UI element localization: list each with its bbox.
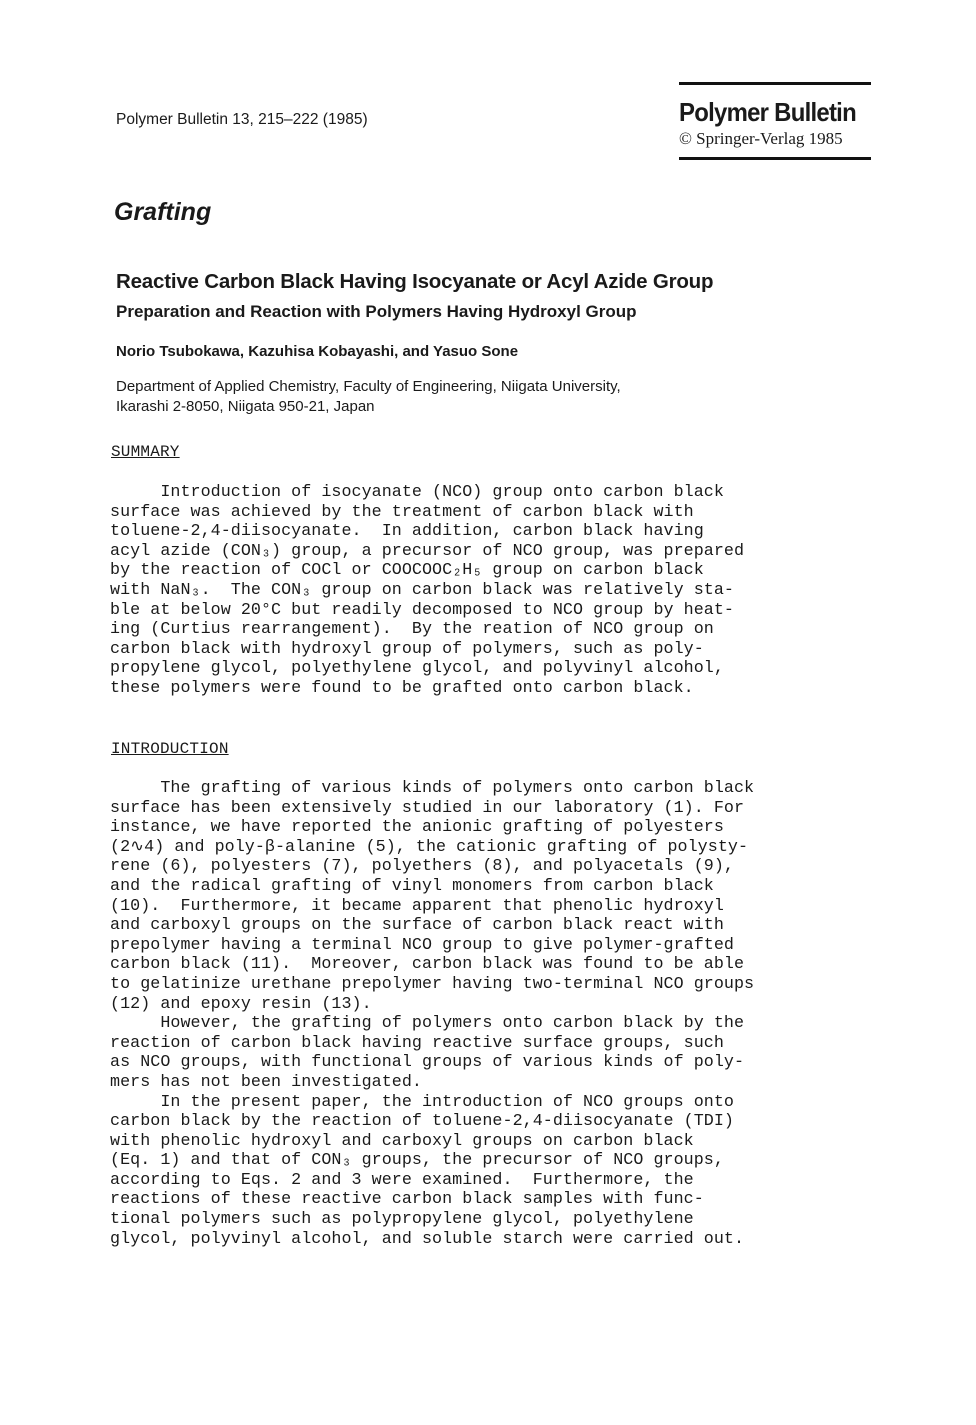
affiliation-line: Department of Applied Chemistry, Faculty of Engineering, Niigata University, bbox=[116, 378, 621, 395]
introduction-line: mers has not been investigated. bbox=[110, 1072, 422, 1092]
introduction-line: In the present paper, the introduction of NCO groups onto bbox=[110, 1092, 734, 1112]
introduction-line: and carboxyl groups on the surface of carbon black react with bbox=[110, 916, 724, 936]
summary-line: ble at below 20°C but readily decomposed to NCO group by heat- bbox=[110, 600, 734, 620]
introduction-line: reaction of carbon black having reactive surface groups, such bbox=[110, 1033, 724, 1053]
article-authors: Norio Tsubokawa, Kazuhisa Kobayashi, and Yasuo Sone bbox=[116, 343, 519, 360]
introduction-line: to gelatinize urethane prepolymer having two-terminal NCO groups bbox=[110, 974, 755, 994]
summary-line: with NaN₃. The CON₃ group on carbon black was relatively sta- bbox=[110, 580, 734, 600]
introduction-line: reactions of these reactive carbon black samples with func- bbox=[110, 1190, 704, 1210]
introduction-line: surface has been extensively studied in our laboratory (1). For bbox=[110, 798, 745, 818]
introduction-line: The grafting of various kinds of polymers onto carbon black bbox=[110, 779, 755, 798]
introduction-line: according to Eqs. 2 and 3 were examined. Furthermore, the bbox=[110, 1170, 694, 1190]
summary-line: Introduction of isocyanate (NCO) group onto carbon black bbox=[110, 483, 724, 502]
summary-heading: SUMMARY bbox=[111, 443, 180, 461]
journal-citation: Polymer Bulletin 13, 215–222 (1985) bbox=[116, 111, 368, 128]
introduction-line: glycol, polyvinyl alcohol, and soluble starch were carried out. bbox=[110, 1229, 745, 1249]
summary-line: acyl azide (CON₃) group, a precursor of NCO group, was prepared bbox=[110, 541, 745, 561]
introduction-line: tional polymers such as polypropylene glycol, polyethylene bbox=[110, 1210, 694, 1230]
journal-name: Polymer Bulletin bbox=[679, 97, 856, 127]
summary-line: by the reaction of COCl or COOCOOC₂H₅ group on carbon black bbox=[110, 561, 704, 581]
introduction-line: prepolymer having a terminal NCO group to give polymer-grafted bbox=[110, 935, 734, 955]
introduction-heading: INTRODUCTION bbox=[111, 740, 229, 758]
introduction-line: instance, we have reported the anionic grafting of polyesters bbox=[110, 818, 724, 838]
introduction-line: However, the grafting of polymers onto carbon black by the bbox=[110, 1014, 745, 1034]
introduction-line: carbon black (11). Moreover, carbon black was found to be able bbox=[110, 955, 745, 975]
article-subtitle: Preparation and Reaction with Polymers Having Hydroxyl Group bbox=[116, 302, 637, 321]
author-affiliation bbox=[116, 377, 621, 417]
summary-line: these polymers were found to be grafted onto carbon black. bbox=[110, 678, 694, 698]
summary-line: carbon black with hydroxyl group of polymers, such as poly- bbox=[110, 639, 704, 659]
summary-line: ing (Curtius rearrangement). By the reation of NCO group on bbox=[110, 620, 714, 640]
introduction-line: and the radical grafting of vinyl monomers from carbon black bbox=[110, 876, 714, 896]
introduction-line: rene (6), polyesters (7), polyethers (8), and polyacetals (9), bbox=[110, 857, 734, 877]
introduction-line: (2∿4) and poly-β-alanine (5), the cationic grafting of polysty- bbox=[110, 837, 749, 857]
affiliation-line: Ikarashi 2-8050, Niigata 950-21, Japan bbox=[116, 398, 375, 415]
masthead-top-rule bbox=[679, 82, 871, 85]
introduction-line: (12) and epoxy resin (13). bbox=[110, 994, 372, 1014]
summary-text bbox=[110, 483, 890, 699]
introduction-line: with phenolic hydroxyl and carboxyl groups on carbon black bbox=[110, 1131, 694, 1151]
summary-line: toluene-2,4-diisocyanate. In addition, carbon black having bbox=[110, 522, 704, 542]
journal-masthead bbox=[679, 82, 871, 160]
summary-line: propylene glycol, polyethylene glycol, and polyvinyl alcohol, bbox=[110, 659, 724, 679]
masthead-bottom-rule bbox=[679, 157, 871, 160]
summary-line: surface was achieved by the treatment of carbon black with bbox=[110, 502, 694, 522]
article-title: Reactive Carbon Black Having Isocyanate or Acyl Azide Group bbox=[116, 270, 714, 293]
introduction-text bbox=[110, 779, 890, 1249]
section-label: Grafting bbox=[114, 198, 212, 226]
introduction-line: as NCO groups, with functional groups of various kinds of poly- bbox=[110, 1053, 745, 1073]
copyright-notice: © Springer-Verlag 1985 bbox=[679, 129, 843, 148]
introduction-line: carbon black by the reaction of toluene-2,4-diisocyanate (TDI) bbox=[110, 1112, 734, 1132]
introduction-line: (10). Furthermore, it became apparent that phenolic hydroxyl bbox=[110, 896, 724, 916]
introduction-line: (Eq. 1) and that of CON₃ groups, the precursor of NCO groups, bbox=[110, 1151, 724, 1171]
